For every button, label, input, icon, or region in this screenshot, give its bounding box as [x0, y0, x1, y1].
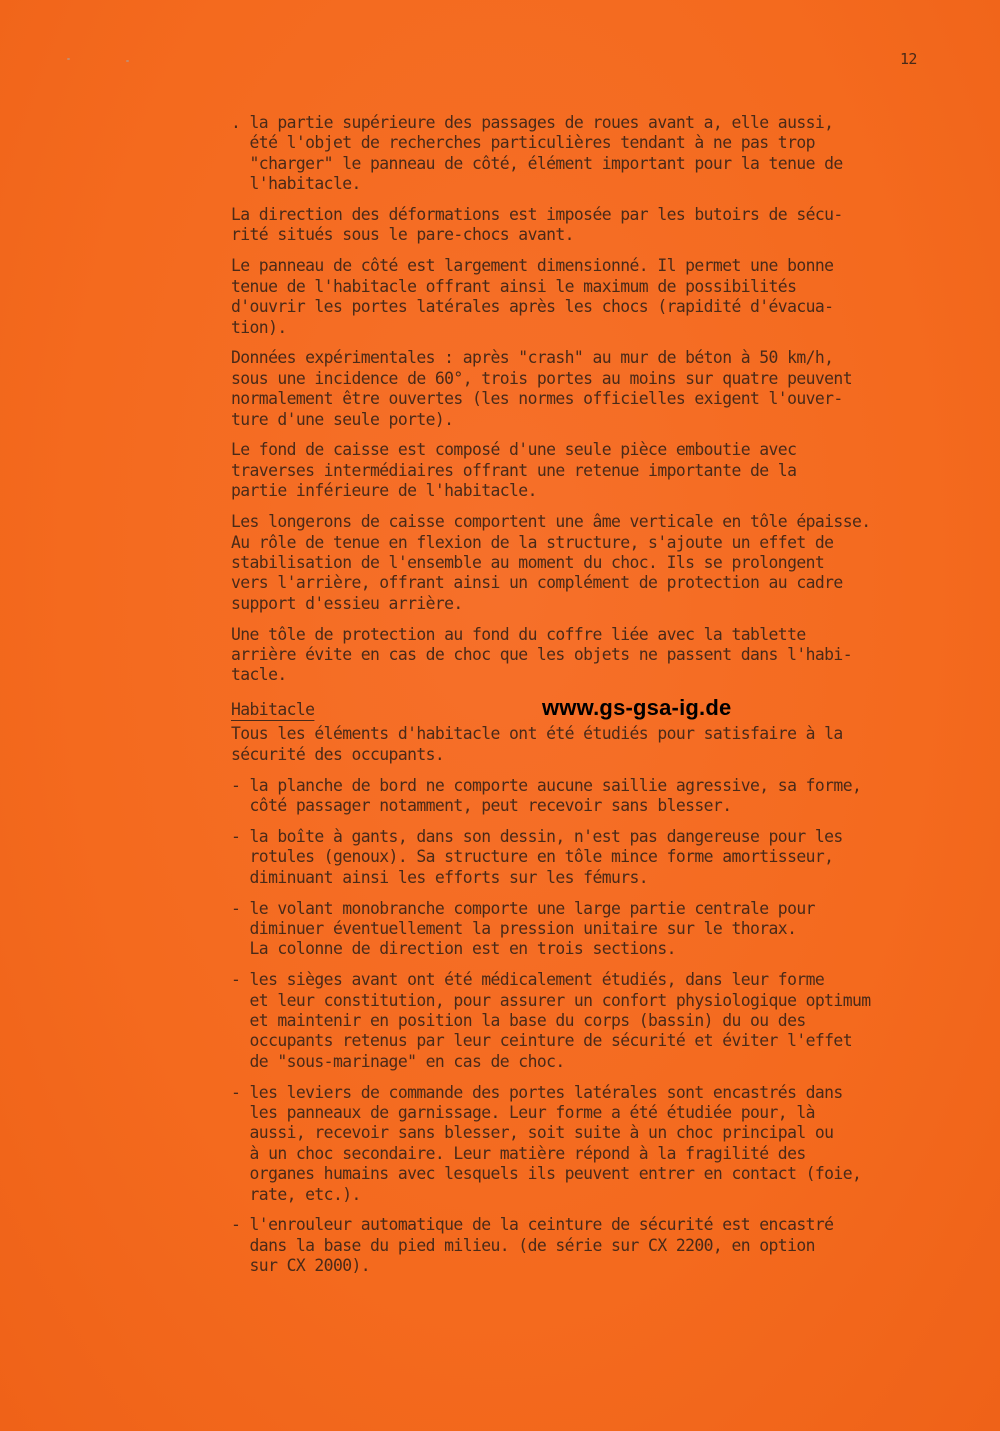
paragraph — [231, 440, 981, 501]
text-line: sur CX 2000). — [231, 1256, 371, 1276]
paragraph — [231, 827, 981, 888]
text-line: La colonne de direction est en trois sections. — [231, 939, 676, 959]
heading-row — [231, 696, 981, 724]
text-line: normalement être ouvertes (les normes officielles exigent l'ouver- — [231, 389, 843, 409]
text-line: de "sous-marinage" en cas de choc. — [231, 1051, 565, 1071]
text-line: - les sièges avant ont été médicalement étudiés, dans leur forme — [231, 970, 825, 990]
text-line: - la planche de bord ne comporte aucune saillie agressive, sa forme, — [231, 775, 862, 795]
paragraph — [231, 113, 981, 195]
text-line: - l'enrouleur automatique de la ceinture de sécurité est encastré — [231, 1215, 834, 1235]
text-line: arrière évite en cas de choc que les objets ne passent dans l'habi- — [231, 644, 852, 664]
text-line: rotules (genoux). Sa structure en tôle mince forme amortisseur, — [231, 847, 834, 867]
paragraph — [231, 1083, 981, 1205]
paragraph — [231, 899, 981, 960]
document-body — [231, 113, 981, 1287]
text-line: - le volant monobranche comporte une large partie centrale pour — [231, 898, 815, 918]
text-line: rate, etc.). — [231, 1184, 361, 1204]
text-line: à un choc secondaire. Leur matière répond à la fragilité des — [231, 1143, 806, 1163]
text-line: traverses intermédiaires offrant une retenue importante de la — [231, 460, 797, 480]
text-line: "charger" le panneau de côté, élément important pour la tenue de — [231, 153, 843, 173]
text-line: partie inférieure de l'habitacle. — [231, 481, 537, 501]
text-line: - les leviers de commande des portes latérales sont encastrés dans — [231, 1082, 843, 1102]
text-line: été l'objet de recherches particulières tendant à ne pas trop — [231, 133, 815, 153]
paragraph — [231, 348, 981, 430]
text-line: Tous les éléments d'habitacle ont été étudiés pour satisfaire à la — [231, 724, 843, 744]
text-line: sécurité des occupants. — [231, 744, 445, 764]
paper-speck — [126, 60, 129, 62]
text-line: et leur constitution, pour assurer un confort physiologique optimum — [231, 990, 871, 1010]
text-line: stabilisation de l'ensemble au moment du choc. Ils se prolongent — [231, 552, 825, 572]
section-habitacle — [231, 724, 981, 1276]
text-line: Le panneau de côté est largement dimensionné. Il permet une bonne — [231, 256, 834, 276]
paragraph — [231, 625, 981, 686]
text-line: Le fond de caisse est composé d'une seule pièce emboutie avec — [231, 440, 797, 460]
text-line: diminuer éventuellement la pression unitaire sur le thorax. — [231, 918, 797, 938]
text-line: La direction des déformations est imposée par les butoirs de sécu- — [231, 205, 843, 225]
text-line: Au rôle de tenue en flexion de la structure, s'ajoute un effet de — [231, 532, 834, 552]
website-watermark: www.gs-gsa-ig.de — [542, 695, 732, 721]
text-line: et maintenir en position la base du corps (bassin) du ou des — [231, 1010, 806, 1030]
text-line: sous une incidence de 60°, trois portes au moins sur quatre peuvent — [231, 368, 852, 388]
section-structure — [231, 113, 981, 686]
text-line: - la boîte à gants, dans son dessin, n'est pas dangereuse pour les — [231, 826, 843, 846]
text-line: diminuant ainsi les efforts sur les fémurs. — [231, 867, 649, 887]
text-line: occupants retenus par leur ceinture de sécurité et éviter l'effet — [231, 1031, 852, 1051]
paragraph — [231, 512, 981, 614]
text-line: vers l'arrière, offrant ainsi un complément de protection au cadre — [231, 573, 843, 593]
text-line: dans la base du pied milieu. (de série sur CX 2200, en option — [231, 1235, 815, 1255]
text-line: support d'essieu arrière. — [231, 593, 463, 613]
paragraph — [231, 724, 981, 765]
text-line: ture d'une seule porte). — [231, 409, 454, 429]
text-line: d'ouvrir les portes latérales après les chocs (rapidité d'évacua- — [231, 297, 834, 317]
text-line: Une tôle de protection au fond du coffre liée avec la tablette — [231, 624, 806, 644]
text-line: rité situés sous le pare-chocs avant. — [231, 225, 574, 245]
text-line: Les longerons de caisse comportent une âme verticale en tôle épaisse. — [231, 512, 871, 532]
paper-speck — [67, 58, 70, 60]
page-number: 12 — [900, 50, 917, 68]
text-line: Données expérimentales : après "crash" au mur de béton à 50 km/h, — [231, 348, 834, 368]
paragraph — [231, 776, 981, 817]
paragraph — [231, 1215, 981, 1276]
paragraph — [231, 205, 981, 246]
section-heading: Habitacle — [231, 700, 315, 720]
text-line: côté passager notamment, peut recevoir sans blesser. — [231, 795, 732, 815]
text-line: les panneaux de garnissage. Leur forme a été étudiée pour, là — [231, 1103, 815, 1123]
text-line: tion). — [231, 317, 287, 337]
text-line: organes humains avec lesquels ils peuvent entrer en contact (foie, — [231, 1164, 862, 1184]
text-line: tenue de l'habitacle offrant ainsi le maximum de possibilités — [231, 276, 797, 296]
paragraph — [231, 970, 981, 1072]
paragraph — [231, 256, 981, 338]
text-line: aussi, recevoir sans blesser, soit suite à un choc principal ou — [231, 1123, 834, 1143]
text-line: tacle. — [231, 665, 287, 685]
text-line: . la partie supérieure des passages de roues avant a, elle aussi, — [231, 113, 834, 132]
text-line: l'habitacle. — [231, 174, 361, 194]
